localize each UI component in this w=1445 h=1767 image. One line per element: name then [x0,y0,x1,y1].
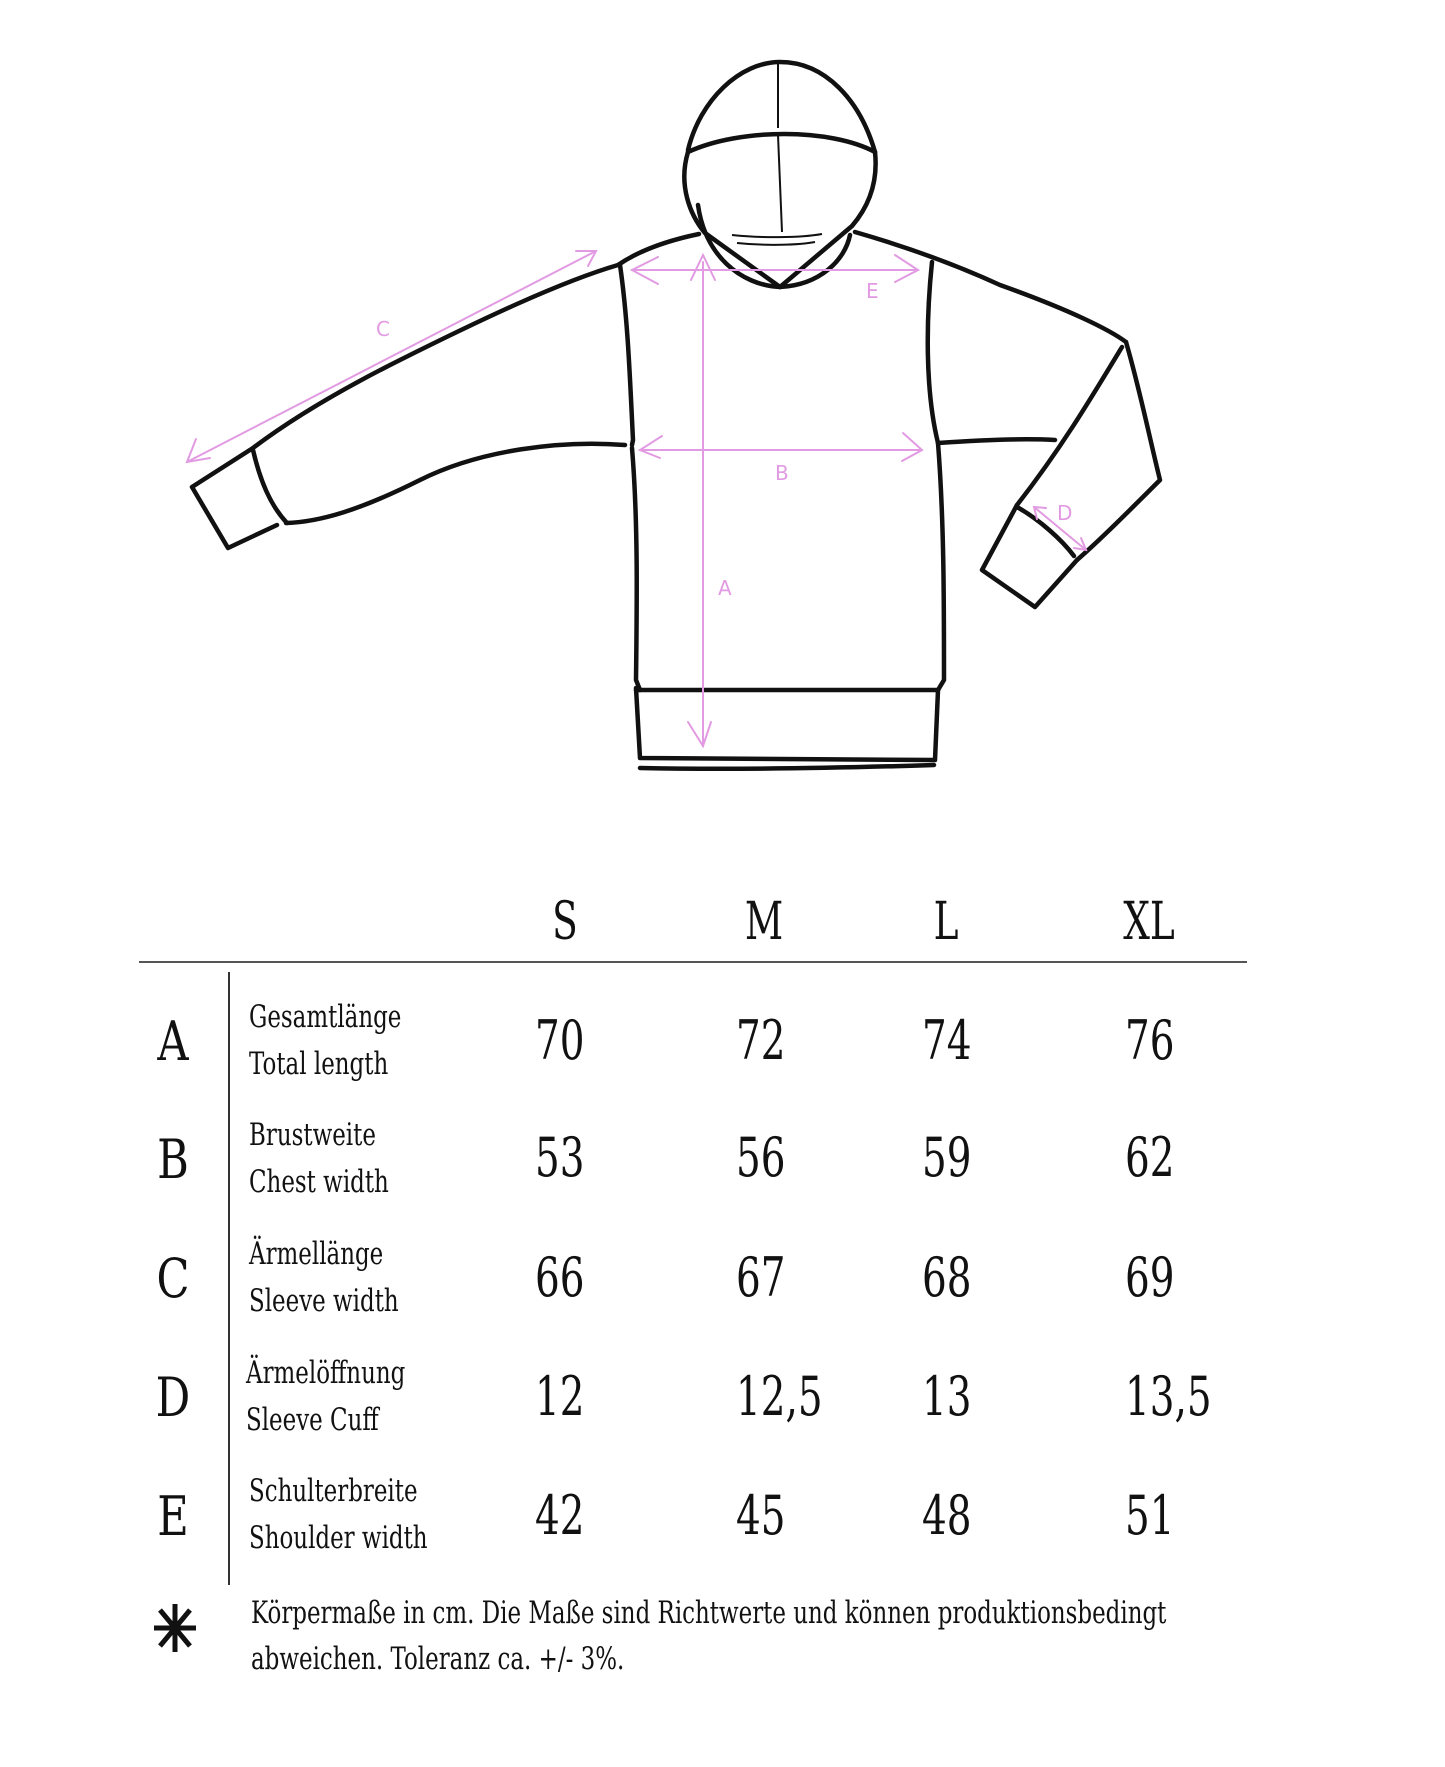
value-xl: 62 [1125,1126,1175,1189]
label-d: D [1057,501,1073,525]
row-label [246,1350,405,1444]
label-b: B [775,461,789,485]
value-m: 12,5 [736,1365,823,1428]
value-l: 59 [922,1126,972,1189]
row-key: C [156,1247,190,1310]
value-s: 12 [535,1365,585,1428]
label-a: A [718,576,732,600]
value-m: 56 [736,1126,786,1189]
row-key: B [157,1128,189,1191]
size-header-m: M [744,892,784,952]
header-divider [139,961,1247,963]
value-l: 68 [922,1246,972,1309]
label-e: E [866,279,879,303]
row-key: D [155,1366,191,1429]
footnote-text [251,1590,1166,1682]
size-header-xl: XL [1123,892,1175,952]
hoodie-diagram [0,0,1445,800]
column-divider [228,972,230,1585]
arrow-c [187,251,596,462]
value-l: 74 [922,1009,972,1072]
label-english: Sleeve width [249,1283,399,1319]
value-s: 53 [535,1126,585,1189]
value-m: 45 [736,1484,786,1547]
row-label [249,1231,399,1325]
value-l: 13 [922,1365,972,1428]
value-m: 72 [736,1009,786,1072]
label-english: Total length [249,1046,389,1082]
value-xl: 69 [1125,1246,1175,1309]
value-s: 66 [535,1246,585,1309]
row-key: E [157,1485,189,1548]
label-german: Brustweite [249,1117,376,1153]
row-label [249,1112,389,1206]
label-english: Chest width [249,1164,389,1200]
footnote-line-2: abweichen. Toleranz ca. +/- 3%. [251,1641,625,1677]
row-key: A [157,1010,189,1073]
asterisk-icon [150,1600,200,1656]
label-german: Ärmellänge [249,1236,384,1272]
value-xl: 51 [1125,1484,1175,1547]
footnote-line-1: Körpermaße in cm. Die Maße sind Richtwerte und können produktionsbedingt [251,1595,1167,1631]
value-s: 70 [535,1009,585,1072]
hoodie-outline [192,62,1160,769]
value-s: 42 [535,1484,585,1547]
size-header-s: S [552,892,578,952]
value-xl: 13,5 [1125,1365,1212,1428]
value-xl: 76 [1125,1009,1175,1072]
label-german: Ärmelöffnung [246,1355,406,1391]
row-label [249,994,401,1088]
label-c: C [376,317,390,341]
size-header-l: L [933,892,959,952]
label-english: Sleeve Cuff [246,1402,379,1438]
value-l: 48 [922,1484,972,1547]
label-german: Gesamtlänge [249,999,402,1035]
row-label [249,1468,428,1562]
hood-seam [732,62,822,245]
label-german: Schulterbreite [249,1473,418,1509]
value-m: 67 [736,1246,786,1309]
label-english: Shoulder width [249,1520,428,1556]
